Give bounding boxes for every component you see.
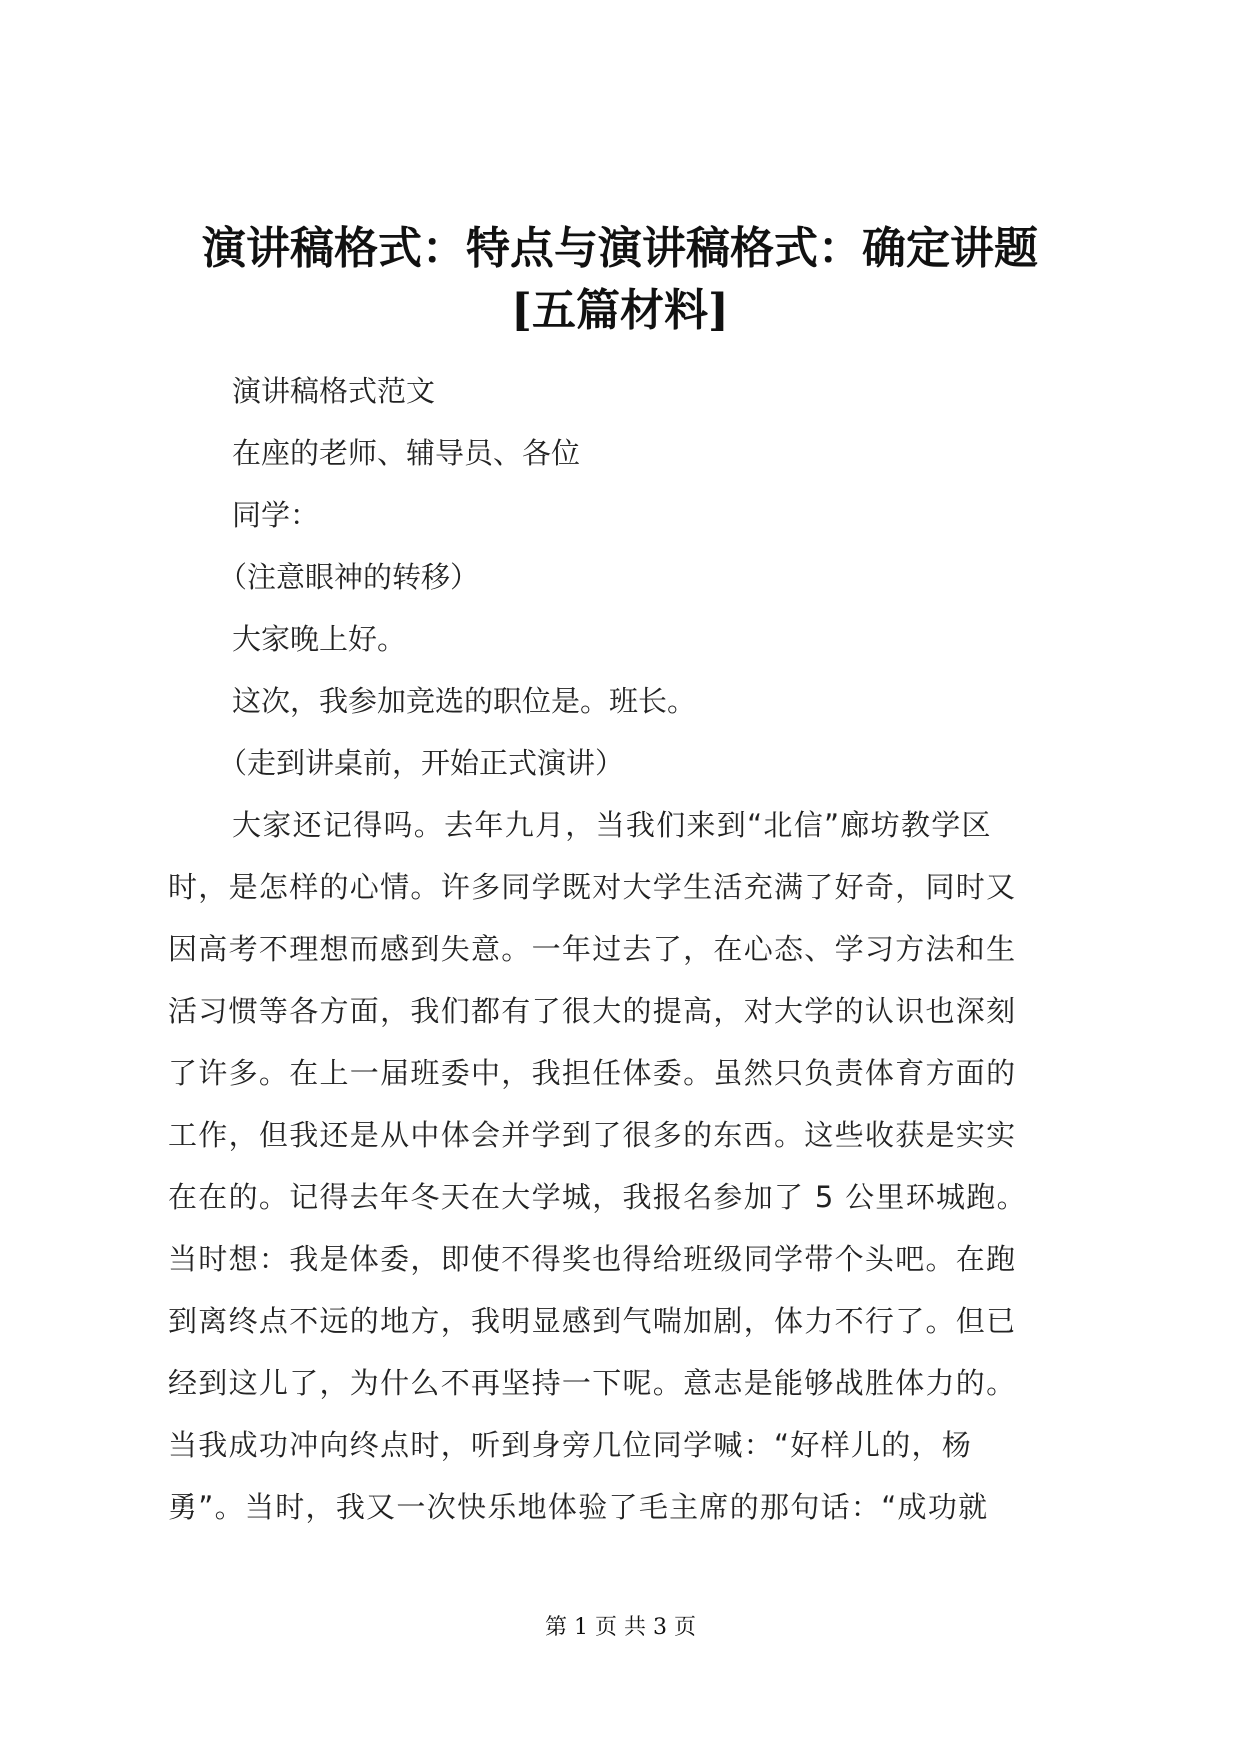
paragraph-stage-note: （走到讲桌前，开始正式演讲） <box>218 746 625 780</box>
paragraph-position: 这次，我参加竞选的职位是。班长。 <box>232 684 697 718</box>
text-line: 在在的。记得去年冬天在大学城，我报名参加了 5 公里环城跑。 <box>168 1180 1027 1214</box>
text-line: 勇”。当时，我又一次快乐地体验了毛主席的那句话：“成功就 <box>168 1490 989 1524</box>
title-line-1: 演讲稿格式：特点与演讲稿格式：确定讲题 <box>202 223 1038 274</box>
text-line: 当时想：我是体委，即使不得奖也得给班级同学带个头吧。在跑 <box>168 1242 1017 1276</box>
text-line: 经到这儿了，为什么不再坚持一下呢。意志是能够战胜体力的。 <box>168 1366 1017 1400</box>
paragraph-salutation-cont: 同学： <box>232 498 320 532</box>
paragraph-greeting: 大家晚上好。 <box>232 622 407 656</box>
text-line: 因高考不理想而感到失意。一年过去了，在心态、学习方法和生 <box>168 932 1017 966</box>
page-number: 第 1 页 共 3 页 <box>545 1615 696 1640</box>
text-line: 活习惯等各方面，我们都有了很大的提高，对大学的认识也深刻 <box>168 994 1017 1028</box>
text-line: 工作，但我还是从中体会并学到了很多的东西。这些收获是实实 <box>168 1118 1017 1152</box>
text-line: 时，是怎样的心情。许多同学既对大学生活充满了好奇，同时又 <box>168 870 1017 904</box>
document-title <box>120 218 1120 342</box>
title-line-2: [五篇材料] <box>511 285 729 336</box>
text-line: 大家还记得吗。去年九月，当我们来到“北信”廊坊教学区 <box>232 808 992 842</box>
paragraph-salutation: 在座的老师、辅导员、各位 <box>232 436 581 470</box>
paragraph-stage-note: （注意眼神的转移） <box>218 560 480 594</box>
paragraph-heading: 演讲稿格式范文 <box>232 374 436 408</box>
paragraph-main <box>168 794 1098 1538</box>
document-body <box>168 360 1098 1538</box>
text-line: 到离终点不远的地方，我明显感到气喘加剧，体力不行了。但已 <box>168 1304 1017 1338</box>
text-line: 当我成功冲向终点时，听到身旁几位同学喊：“好样儿的，杨 <box>168 1428 973 1462</box>
text-line: 了许多。在上一届班委中，我担任体委。虽然只负责体育方面的 <box>168 1056 1017 1090</box>
